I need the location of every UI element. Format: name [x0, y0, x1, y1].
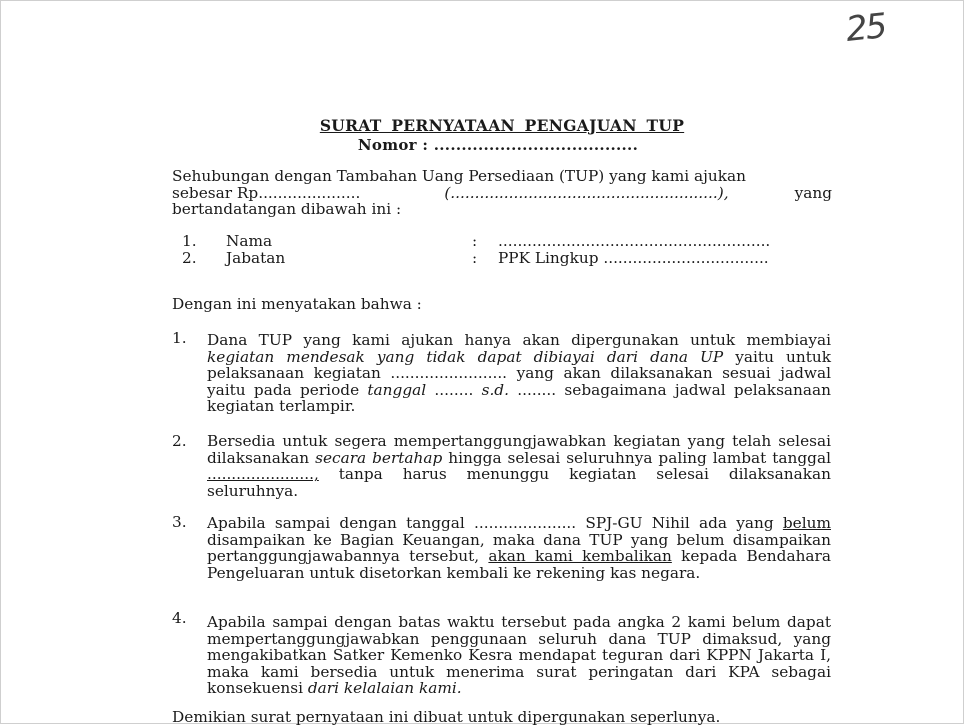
document-title: [0, 116, 964, 154]
point-4-number: 4.: [172, 609, 187, 627]
intro-paragraph: [172, 168, 832, 218]
field-label: Jabatan: [226, 249, 286, 267]
field-value: PPK Lingkup ..................................: [498, 249, 769, 267]
intro-line-2: [172, 185, 832, 202]
point-1-text: Dana TUP yang kami ajukan hanya akan dipergunakan untuk membiayai kegiatan mendesak yang tidak dapat dibiayai dari dana UP yaitu untuk pelaksanaan kegiatan ........................ yang akan dilaksanakan sesuai jadwal yaitu pada periode tanggal ........ s.d. ........ sebagaimana jadwal pelaksanaan kegiatan terlampir.: [207, 331, 831, 416]
intro-line-3: bertandatangan dibawah ini :: [172, 200, 402, 219]
field-label: Nama: [226, 232, 273, 250]
statement-intro: Dengan ini menyatakan bahwa :: [172, 295, 422, 313]
point-2-number: 2.: [172, 432, 187, 450]
point-1-number: 1.: [172, 329, 187, 347]
intro-yang: yang: [794, 183, 832, 202]
point-4-text: Apabila sampai dengan batas waktu tersebut pada angka 2 kami belum dapat mempertanggungjawabkan penggunaan seluruh dana TUP dimaksud, yang mengakibatkan Satker Kemenko Kesra mendapat teguran dari KPPN Jakarta I, maka kami bersedia untuk menerima surat peringatan dari KPA sebagai konsekuensi dari kelalaian kami.: [207, 613, 831, 698]
intro-amount: sebesar Rp.....................: [172, 183, 361, 202]
field-number: 2.: [182, 249, 197, 267]
field-value: ........................................................: [498, 232, 771, 250]
title-main: SURAT PERNYATAAN PENGAJUAN TUP: [319, 116, 685, 135]
field-separator: :: [472, 249, 478, 267]
field-number: 1.: [182, 232, 197, 250]
point-3-text: Apabila sampai dengan tanggal ..................... SPJ-GU Nihil ada yang belum disampaikan ke Bagian Keuangan, maka dana TUP yang belum disampaikan pertanggungjawabannya tersebut, akan kami kembalikan kepada Bendahara Pengeluaran untuk disetorkan kembali ke rekening kas negara.: [207, 514, 831, 582]
title-nomor: Nomor : .....................................: [357, 136, 639, 154]
point-2-text: Bersedia untuk segera mempertanggungjawabkan kegiatan yang telah selesai dilaksanakan secara bertahap hingga selesai seluruhnya paling lambat tanggal ......................, tanpa harus menunggu kegiatan selesai dilaksanakan seluruhnya.: [207, 432, 831, 500]
closing-line: Demikian surat pernyataan ini dibuat untuk dipergunakan seperlunya.: [172, 708, 721, 726]
handwritten-page-number: 25: [844, 6, 888, 50]
intro-amount-words: (.......................................................),: [444, 183, 729, 202]
intro-line-1: Sehubungan dengan Tambahan Uang Persediaan (TUP) yang kami ajukan: [172, 167, 747, 185]
point-3-number: 3.: [172, 513, 187, 531]
field-separator: :: [472, 232, 478, 250]
